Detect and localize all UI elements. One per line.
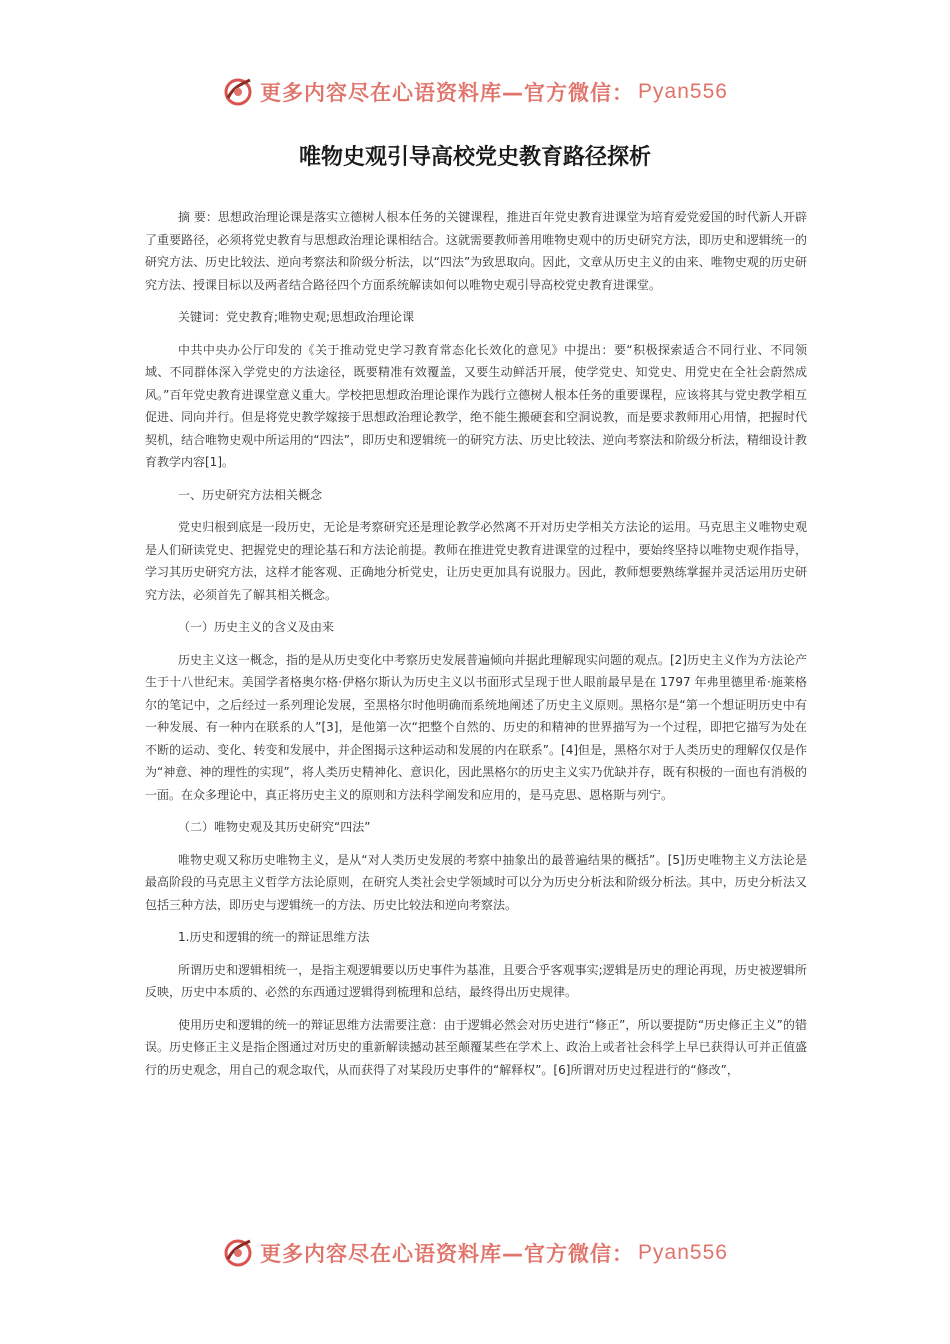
- body-paragraph: 使用历史和逻辑的统一的辩证思维方法需要注意：由于逻辑必然会对历史进行“修正”，所以要提防“历史修正主义”的错误。历史修正主义是指企图通过对历史的重新解读撼动甚至颠覆某些在学术上、政治上或者社会科学上早已获得认可并正值盛行的历史观念，用自己的观念取代，从而获得了对某段历史事件的“解释权”。[6]所谓对历史过程进行的“修改”，: [145, 1017, 807, 1077]
- body-paragraph: 唯物史观又称历史唯物主义，是从“对人类历史发展的考察中抽象出的最普遍结果的概括”。[5]历史唯物主义方法论是最高阶段的马克思主义哲学方法论原则，在研究人类社会史学领域时可以分为历史分析法和阶级分析法。其中，历史分析法又包括三种方法，即历史与逻辑统一的方法、历史比较法和逆向考察法。: [145, 852, 807, 912]
- abstract-paragraph: 摘 要：思想政治理论课是落实立德树人根本任务的关键课程，推进百年党史教育进课堂为培育爱党爱国的时代新人开辟了重要路径，必须将党史教育与思想政治理论课相结合。这就需要教师善用唯物史观中的历史研究方法，即历史和逻辑统一的研究方法、历史比较法、逆向考察法和阶级分析法，以“四法”为致思取向。因此，文章从历史主义的由来、唯物史观的历史研究方法、授课目标以及两者结合路径四个方面系统解读如何以唯物史观引导高校党史教育进课堂。: [145, 210, 807, 292]
- section-heading-1: 一、历史研究方法相关概念: [178, 487, 323, 502]
- body-paragraph: 历史主义这一概念，指的是从历史变化中考察历史发展普遍倾向并据此理解现实问题的观点。[2]历史主义作为方法论产生于十八世纪末。美国学者格奥尔格·伊格尔斯认为历史主义以书面形式呈现于世人眼前最早是在 1797 年弗里德里希·施莱格尔的笔记中，之后经过一系列理论发展，至黑格尔时他明确而系统地阐述了历史主义原则。黑格尔是“第一个想证明历史中有一种发展、有一种内在联系的人”[3]，是他第一次“把整个自然的、历史的和精神的世界描写为一个过程，即把它描写为处在不断的运动、变化、转变和发展中，并企图揭示这种运动和发展的内在联系”。[4]但是，黑格尔对于人类历史的理解仅仅是作为“神意、神的理性的实现”，将人类历史精神化、意识化，因此黑格尔的历史主义实乃优缺并存，既有积极的一面也有消极的一面。在众多理论中，真正将历史主义的原则和方法科学阐发和应用的，是马克思、恩格斯与列宁。: [145, 652, 808, 802]
- banner-text: 更多内容尽在心语资料库—官方微信：: [260, 81, 635, 105]
- wechat-id: Pyan556: [638, 1241, 728, 1264]
- brand-logo-icon: [222, 76, 254, 108]
- numbered-heading-1: 1.历史和逻辑的统一的辩证思维方法: [178, 930, 370, 944]
- body-paragraph: 所谓历史和逻辑相统一，是指主观逻辑要以历史事件为基准，且要合乎客观事实;逻辑是历史的理论再现，历史被逻辑所反映，历史中本质的、必然的东西通过逻辑得到梳理和总结，最终得出历史规律。: [145, 962, 807, 999]
- body-paragraph: 党史归根到底是一段历史，无论是考察研究还是理论教学必然离不开对历史学相关方法论的运用。马克思主义唯物史观是人们研读党史、把握党史的理论基石和方法论前提。教师在推进党史教育进课堂的过程中，要始终坚持以唯物史观作指导，学习其历史研究方法，这样才能客观、正确地分析党史，让历史更加具有说服力。因此，教师想要熟练掌握并灵活运用历史研究方法，必须首先了解其相关概念。: [145, 520, 807, 602]
- document-title: 唯物史观引导高校党史教育路径探析: [298, 145, 651, 170]
- keywords-line: 关键词：党史教育;唯物史观;思想政治理论课: [178, 310, 415, 324]
- document-body: [145, 206, 807, 1091]
- header-watermark-banner: [0, 76, 950, 108]
- wechat-id: Pyan556: [638, 80, 728, 103]
- banner-text: 更多内容尽在心语资料库—官方微信：: [260, 1242, 635, 1266]
- footer-watermark-banner: [0, 1237, 950, 1269]
- subsection-heading-1: （一）历史主义的含义及由来: [178, 620, 335, 634]
- intro-paragraph: 中共中央办公厅印发的《关于推动党史学习教育常态化长效化的意见》中提出：要“积极探索适合不同行业、不同领域、不同群体深入学党史的方法途径，既要精准有效覆盖，又要生动鲜活开展，使学党史、知党史、用党史在全社会蔚然成风。”百年党史教育进课堂意义重大。学校把思想政治理论课作为践行立德树人根本任务的重要课程，应该将其与党史教学相互促进、同向并行。但是将党史教学嫁接于思想政治理论教学，绝不能生搬硬套和空洞说教，而是要求教师用心用情，把握时代契机，结合唯物史观中所运用的“四法”，即历史和逻辑统一的研究方法、历史比较法、逆向考察法和阶级分析法，精细设计教育教学内容[1]。: [145, 342, 807, 469]
- brand-logo-icon: [222, 1237, 254, 1269]
- subsection-heading-2: （二）唯物史观及其历史研究“四法”: [178, 820, 371, 834]
